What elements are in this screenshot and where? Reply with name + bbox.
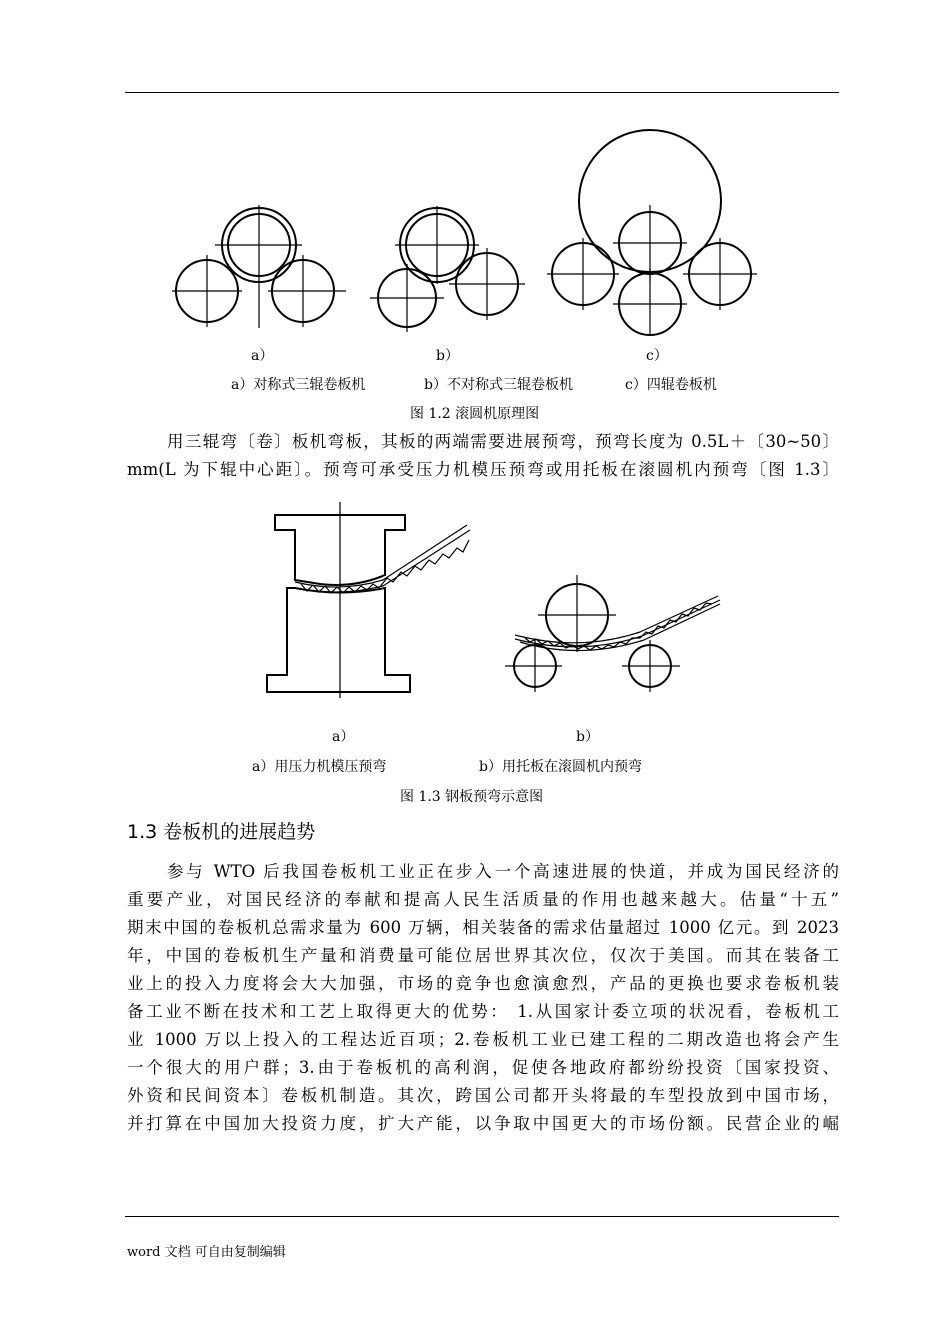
paragraph-2-line: 业 1000 万以上投入的工程达近百项；2.卷板机工业已建工程的二期改造也将会产生 xyxy=(127,1030,839,1049)
paragraph-1 xyxy=(127,428,839,484)
figure-1-2-desc-b: b）不对称式三辊卷板机 xyxy=(424,377,573,393)
figure-1-2-sub-label-a: a） xyxy=(251,348,274,364)
paragraph-2-line: 并打算在中国加大投资力度，扩大产能，以争取中国更大的市场份额。民营企业的崛 xyxy=(127,1114,839,1133)
figure-1-2-sub-label-b: b） xyxy=(436,348,459,364)
paragraph-2 xyxy=(127,858,839,1138)
footer-rule xyxy=(125,1216,839,1217)
figure-1-3-sub-label-b: b） xyxy=(576,729,599,745)
paragraph-2-line: 一个很大的用户群；3.由于卷板机的高利润，促使各地政府都纷纷投资〔国家投资、 xyxy=(127,1058,839,1077)
figure-1-3-desc-a: a）用压力机模压预弯 xyxy=(252,759,387,775)
figure-1-2-desc-c: c）四辊卷板机 xyxy=(625,377,717,393)
paragraph-1-line: mm(L 为下辊中心距〕。预弯可承受压力机模压预弯或用托板在滚圆机内预弯〔图 1.3〕 xyxy=(127,460,839,479)
header-rule xyxy=(125,92,839,93)
figure-1-3-caption: 图 1.3 钢板预弯示意图 xyxy=(400,789,544,805)
figure-1-2-sub-label-c: c） xyxy=(646,348,668,364)
figure-1-2-caption: 图 1.2 滚圆机原理图 xyxy=(410,406,540,422)
paragraph-2-line: 年，中国的卷板机生产量和消费量可能位居世界其次位，仅次于美国。而其在装备工 xyxy=(127,946,839,965)
figure-1-3-sub-label-a: a） xyxy=(332,729,355,745)
paragraph-2-line: 重要产业，对国民经济的奉献和提高人民生活质量的作用也越来越大。估量“十五” xyxy=(127,890,839,909)
paragraph-2-line: 期末中国的卷板机总需求量为 600 万辆，相关装备的需求估量超过 1000 亿元。到 2023 xyxy=(127,918,839,937)
paragraph-2-line: 外资和民间资本〕卷板机制造。其次，跨国公司都开头将最的车型投放到中国市场， xyxy=(127,1086,839,1105)
figure-1-3-desc-b: b）用托板在滚圆机内预弯 xyxy=(479,759,642,775)
paragraph-1-line: 用三辊弯〔卷〕板机弯板，其板的两端需要进展预弯，预弯长度为 0.5L＋〔30~50〕 xyxy=(167,432,839,451)
figure-1-2-b-diagram xyxy=(365,198,530,333)
paragraph-2-line: 业上的投入力度将会大大加强，市场的竞争也愈演愈烈，产品的更换也要求卷板机装 xyxy=(127,974,839,993)
figure-1-2-a-diagram xyxy=(170,200,350,330)
figure-1-3-a-press-die-diagram xyxy=(265,500,475,700)
figure-1-2-desc-a: a）对称式三辊卷板机 xyxy=(231,377,366,393)
figure-1-2-c-diagram xyxy=(545,125,760,335)
paragraph-2-line: 参与 WTO 后我国卷板机工业正在步入一个高速进展的快道，并成为国民经济的 xyxy=(167,862,839,881)
figure-1-3-b-roller-diagram xyxy=(500,570,725,700)
section-heading: 1.3 卷板机的进展趋势 xyxy=(127,821,316,843)
paragraph-2-line: 备工业不断在技术和工艺上取得更大的优势： 1.从国家计委立项的状况看，卷板机工 xyxy=(127,1002,839,1021)
footer-note: word 文档 可自由复制编辑 xyxy=(127,1245,286,1260)
